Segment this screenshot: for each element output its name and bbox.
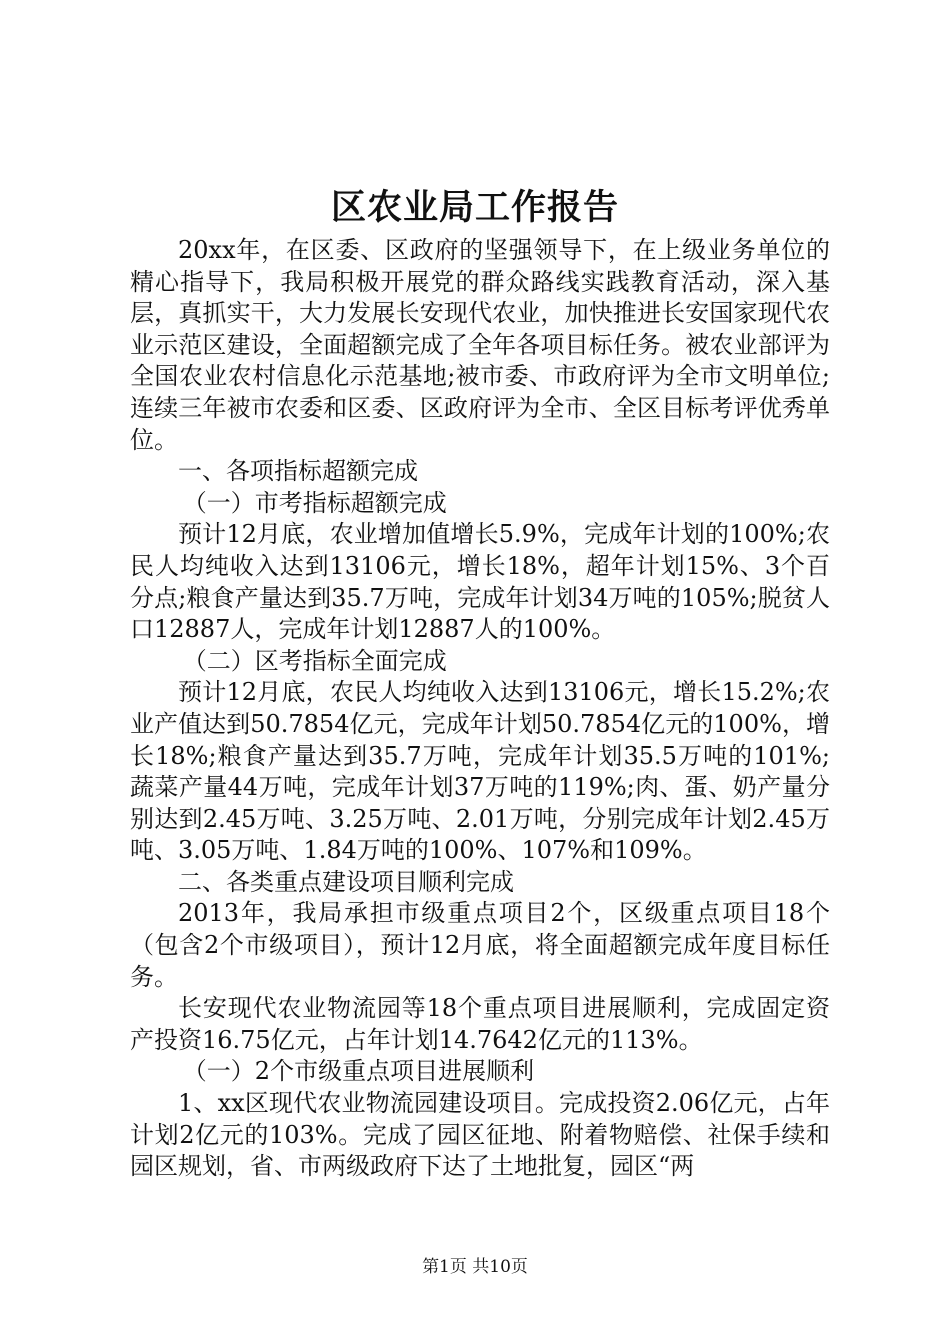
paragraph-district-indicators: 预计12月底，农民人均纯收入达到13106元，增长15.2%;农业产值达到50.7854亿元，完成年计划50.7854亿元的100%，增长18%;粮食产量达到35.7万吨，完成年计划35.5万吨的101%;蔬菜产量44万吨，完成年计划37万吨的119%;肉、蛋、奶产量分别达到2.45万吨、3.25万吨、2.01万吨，分别完成年计划2.45万吨、3.05万吨、1.84万吨的100%、107%和109%。 — [130, 678, 830, 865]
intro-paragraph: 20xx年，在区委、区政府的坚强领导下，在上级业务单位的精心指导下，我局积极开展党的群众路线实践教育活动，深入基层，真抓实干，大力发展长安现代农业，加快推进长安国家现代农业示范区建设，全面超额完成了全年各项目标任务。被农业部评为全国农业农村信息化示范基地;被市委、市政府评为全市文明单位;连续三年被市农委和区委、区政府评为全市、全区目标考评优秀单位。 — [130, 236, 830, 454]
subsection-heading-1-1: （一）市考指标超额完成 — [182, 488, 447, 517]
section-heading-1: 一、各项指标超额完成 — [178, 457, 418, 486]
paragraph-city-indicators: 预计12月底，农业增加值增长5.9%，完成年计划的100%;农民人均纯收入达到13106元，增长18%，超年计划15%、3个百分点;粮食产量达到35.7万吨，完成年计划34万吨的105%;脱贫人口12887人，完成年计划12887人的100%。 — [130, 520, 830, 644]
subsection-heading-2-1: （一）2个市级重点项目进展顺利 — [182, 1057, 535, 1086]
section-heading-2: 二、各类重点建设项目顺利完成 — [178, 867, 514, 896]
paragraph-logistics-park: 1、xx区现代农业物流园建设项目。完成投资2.06亿元，占年计划2亿元的103%。完成了园区征地、附着物赔偿、社保手续和园区规划，省、市两级政府下达了土地批复，园区“两 — [130, 1089, 830, 1181]
document-title: 区农业局工作报告 — [330, 187, 619, 228]
page-footer: 第1页 共10页 — [422, 1257, 528, 1277]
document-body — [130, 235, 830, 1183]
subsection-heading-1-2: （二）区考指标全面完成 — [182, 646, 447, 675]
paragraph-key-projects-investment: 长安现代农业物流园等18个重点项目进展顺利，完成固定资产投资16.75亿元，占年计划14.7642亿元的113%。 — [130, 994, 830, 1054]
paragraph-key-projects-summary: 2013年，我局承担市级重点项目2个，区级重点项目18个（包含2个市级项目），预计12月底，将全面超额完成年度目标任务。 — [130, 899, 830, 991]
